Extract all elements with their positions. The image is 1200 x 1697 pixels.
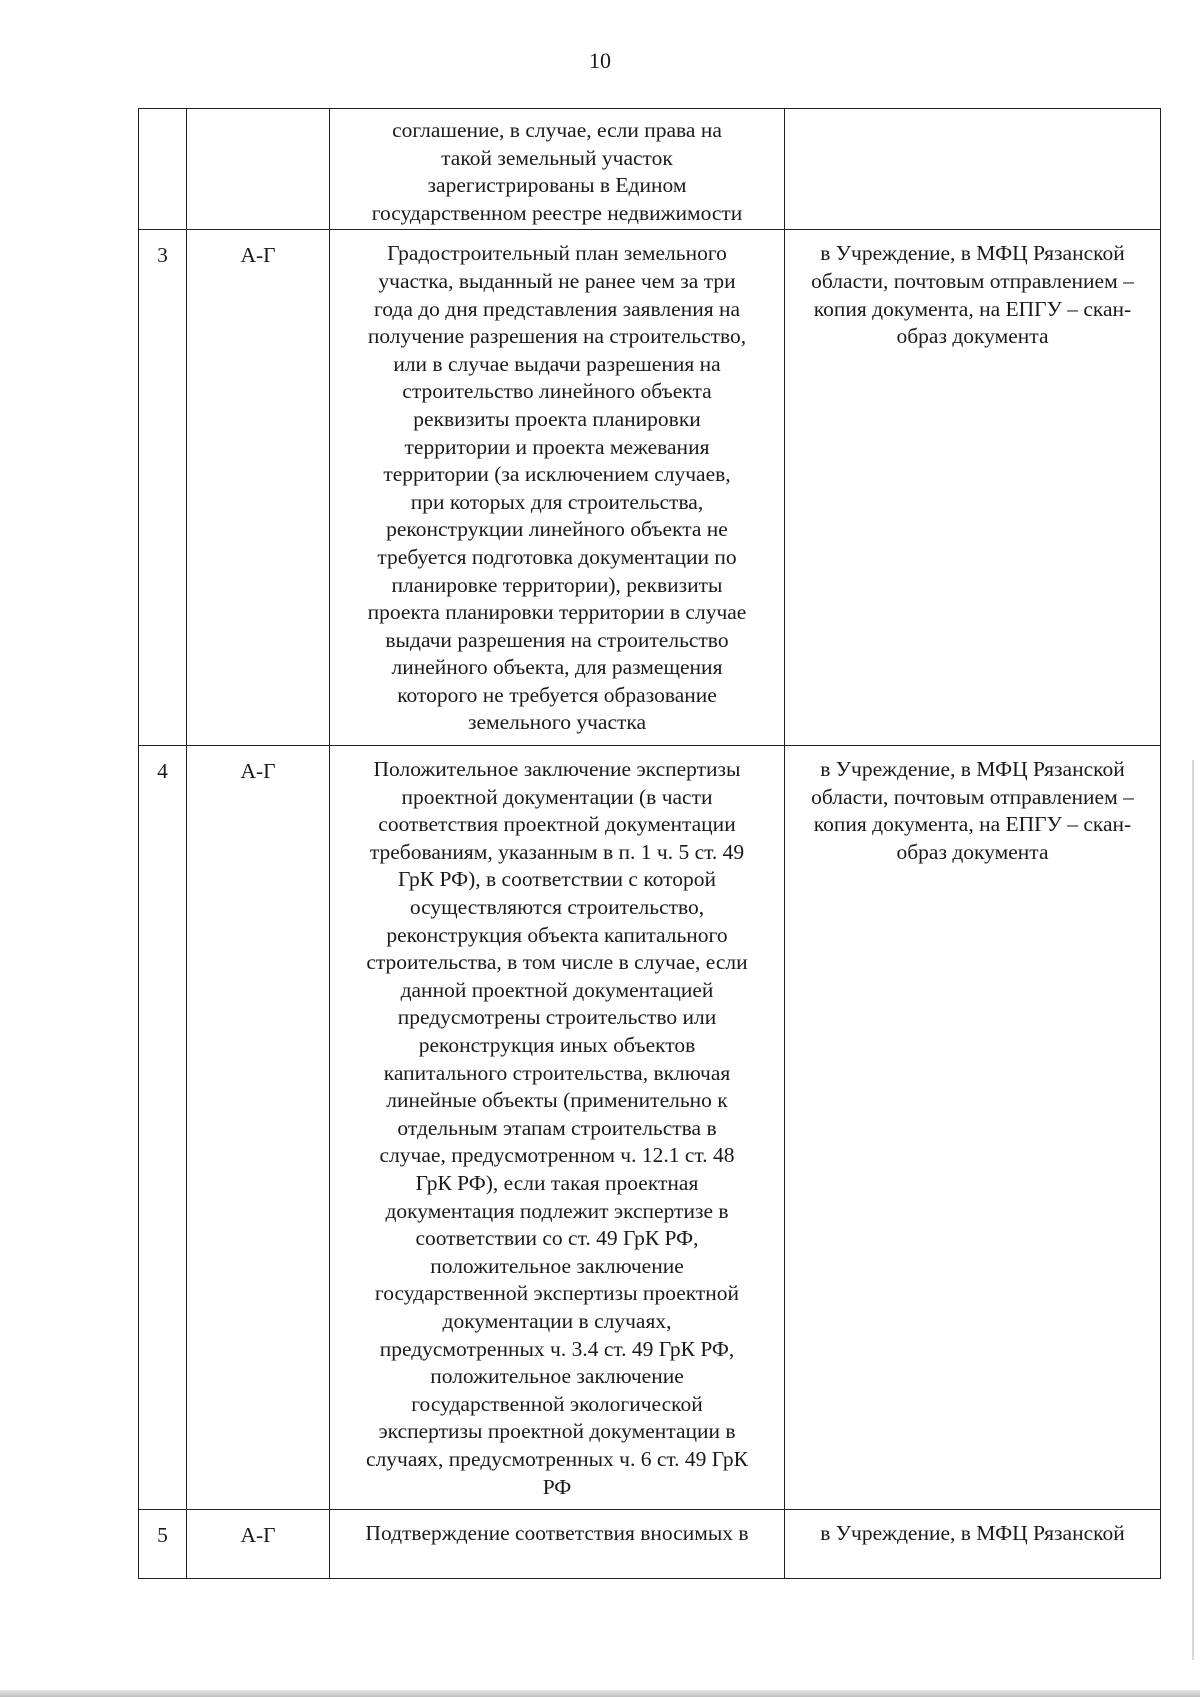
description-line: экспертизы проектной документации в	[378, 1419, 736, 1444]
row-number	[139, 109, 187, 230]
description-line: случаях, предусмотренных ч. 6 ст. 49 ГрК	[366, 1446, 748, 1471]
table-row	[139, 230, 1161, 746]
description-line: положительное заключение	[430, 1364, 684, 1389]
description-line: которого не требуется образование	[397, 682, 717, 707]
description-line: Подтверждение соответствия вносимых в	[365, 1521, 749, 1546]
row-submission-method	[785, 109, 1161, 230]
description-line: предусмотрены строительство или	[397, 1005, 717, 1030]
description-line: реконструкция объекта капитального	[386, 922, 728, 947]
description-line: зарегистрированы в Едином	[427, 173, 687, 198]
table-row	[139, 746, 1161, 1510]
row-code	[187, 109, 330, 230]
submission-line: копия документа, на ЕПГУ – скан-	[813, 812, 1132, 837]
row-code: А-Г	[187, 230, 330, 746]
description-line: такой земельный участок	[441, 145, 673, 170]
description-line: соответствия проектной документации	[378, 812, 736, 837]
row-submission-method	[785, 746, 1161, 1510]
page-number: 10	[589, 48, 611, 73]
row-description	[330, 746, 785, 1510]
description-line: требуется подготовка документации по	[377, 544, 737, 569]
description-line: осуществляются строительство,	[409, 895, 705, 920]
table-row	[139, 1510, 1161, 1579]
description-line: соглашение, в случае, если права на	[392, 118, 722, 142]
scan-bottom-edge	[0, 1690, 1200, 1697]
row-description	[330, 109, 785, 230]
row-number: 3	[139, 230, 187, 746]
description-line: государственной экспертизы проектной	[374, 1281, 740, 1306]
submission-line: области, почтовым отправлением –	[811, 268, 1134, 293]
row-description	[330, 1510, 785, 1579]
row-code: А-Г	[187, 746, 330, 1510]
description-line: РФ	[542, 1474, 572, 1499]
description-line: линейного объекта, для размещения	[391, 655, 723, 680]
description-line: ГрК РФ), в соответствии с которой	[397, 867, 717, 892]
description-line: отдельным этапам строительства в	[397, 1115, 717, 1140]
description-line: реквизиты проекта планировки	[413, 406, 701, 431]
description-line: государственном реестре недвижимости	[371, 200, 743, 225]
description-line: территории (за исключением случаев,	[383, 462, 731, 487]
submission-line: области, почтовым отправлением –	[811, 784, 1134, 809]
description-line: соответствии со ст. 49 ГрК РФ,	[415, 1226, 699, 1251]
description-line: получение разрешения на строительство,	[367, 324, 747, 349]
row-number: 5	[139, 1510, 187, 1579]
description-line: или в случае выдачи разрешения на	[393, 351, 721, 376]
description-line: реконструкции линейного объекта не	[386, 517, 728, 542]
description-line: строительства, в том числе в случае, если	[366, 950, 748, 975]
description-line: территории и проекта межевания	[404, 434, 710, 459]
description-line: планировке территории), реквизиты	[391, 572, 723, 597]
description-line: линейные объекты (применительно к	[386, 1088, 728, 1113]
description-line: требованиям, указанным в п. 1 ч. 5 ст. 49	[369, 839, 745, 864]
description-line: при которых для строительства,	[410, 489, 704, 514]
description-line: строительство линейного объекта	[402, 379, 712, 404]
row-number: 4	[139, 746, 187, 1510]
description-line: положительное заключение	[430, 1253, 684, 1278]
description-line: Градостроительный план земельного	[387, 241, 727, 266]
submission-line: в Учреждение, в МФЦ Рязанской	[820, 757, 1125, 782]
row-submission-method	[785, 230, 1161, 746]
row-description	[330, 230, 785, 746]
row-submission-method	[785, 1510, 1161, 1579]
description-line: земельного участка	[467, 710, 647, 735]
description-line: предусмотренных ч. 3.4 ст. 49 ГрК РФ,	[379, 1336, 735, 1361]
description-line: проектной документации (в части	[401, 784, 713, 809]
description-line: капитального строительства, включая	[383, 1060, 731, 1085]
scan-edge-shadow	[1192, 760, 1194, 1660]
row-code: А-Г	[187, 1510, 330, 1579]
description-line: выдачи разрешения на строительство	[385, 627, 729, 652]
description-line: участка, выданный не ранее чем за три	[378, 268, 736, 293]
submission-line: образ документа	[896, 324, 1049, 349]
description-line: государственной экологической	[411, 1391, 703, 1416]
description-line: ГрК РФ), если такая проектная	[415, 1170, 699, 1195]
description-line: года до дня представления заявления на	[373, 296, 741, 321]
description-line: случае, предусмотренном ч. 12.1 ст. 48	[379, 1143, 735, 1168]
table-row	[139, 109, 1161, 230]
description-line: Положительное заключение экспертизы	[373, 757, 741, 782]
document-table	[138, 108, 1161, 1579]
submission-line: образ документа	[896, 839, 1049, 864]
submission-line: в Учреждение, в МФЦ Рязанской	[820, 1521, 1125, 1546]
description-line: проекта планировки территории в случае	[367, 600, 747, 625]
description-line: реконструкция иных объектов	[418, 1033, 696, 1057]
description-line: документации в случаях,	[442, 1308, 672, 1333]
description-line: документация подлежит экспертизе в	[385, 1198, 729, 1223]
submission-line: в Учреждение, в МФЦ Рязанской	[820, 241, 1125, 266]
submission-line: копия документа, на ЕПГУ – скан-	[813, 296, 1132, 321]
description-line: данной проектной документацией	[400, 977, 714, 1002]
